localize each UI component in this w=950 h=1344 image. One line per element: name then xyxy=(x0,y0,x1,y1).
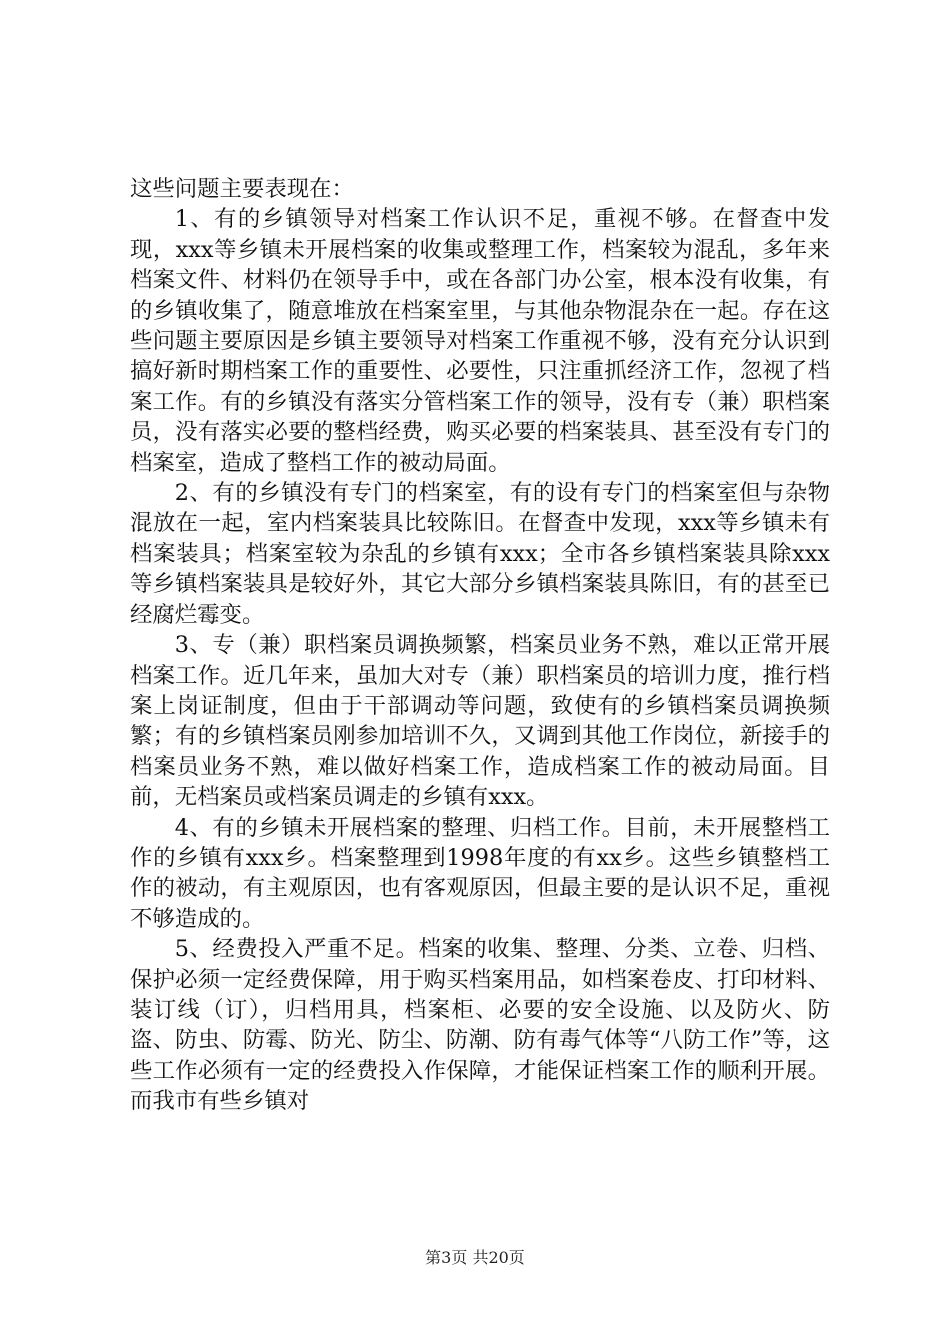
paragraph-1: 1、有的乡镇领导对档案工作认识不足，重视不够。在督查中发现，xxx等乡镇未开展档案的收集或整理工作，档案较为混乱，多年来档案文件、材料仍在领导手中，或在各部门办公室，根本没有收集，有的乡镇收集了，随意堆放在档案室里，与其他杂物混杂在一起。存在这些问题主要原因是乡镇主要领导对档案工作重视不够，没有充分认识到搞好新时期档案工作的重要性、必要性，只注重抓经济工作，忽视了档案工作。有的乡镇没有落实分管档案工作的领导，没有专（兼）职档案员，没有落实必要的整档经费，购买必要的档案装具、甚至没有专门的档案室，造成了整档工作的被动局面。 xyxy=(130,206,830,476)
page-footer: 第3页 共20页 xyxy=(425,1248,525,1267)
intro-line: 这些问题主要表现在： xyxy=(130,176,354,202)
paragraph-3: 3、专（兼）职档案员调换频繁，档案员业务不熟，难以正常开展档案工作。近几年来，虽加大对专（兼）职档案员的培训力度，推行档案上岗证制度，但由于干部调动等问题，致使有的乡镇档案员调换频繁；有的乡镇档案员刚参加培训不久，又调到其他工作岗位，新接手的档案员业务不熟，难以做好档案工作，造成档案工作的被动局面。目前，无档案员或档案员调走的乡镇有xxx。 xyxy=(130,632,830,811)
paragraph-4: 4、有的乡镇未开展档案的整理、归档工作。目前，未开展整档工作的乡镇有xxx乡。档案整理到1998年度的有xx乡。这些乡镇整档工作的被动，有主观原因，也有客观原因，但最主要的是认识不足，重视不够造成的。 xyxy=(130,814,830,932)
paragraph-5: 5、经费投入严重不足。档案的收集、整理、分类、立卷、归档、保护必须一定经费保障，用于购买档案用品，如档案卷皮、打印材料、装订线（订），归档用具，档案柜、必要的安全设施、以及防火、防盗、防虫、防霉、防光、防尘、防潮、防有毒气体等“八防工作”等，这些工作必须有一定的经费投入作保障，才能保证档案工作的顺利开展。而我市有些乡镇对 xyxy=(130,936,830,1115)
document-body xyxy=(130,174,830,1117)
paragraph-2: 2、有的乡镇没有专门的档案室，有的设有专门的档案室但与杂物混放在一起，室内档案装具比较陈旧。在督查中发现，xxx等乡镇未有档案装具；档案室较为杂乱的乡镇有xxx；全市各乡镇档案装具除xxx等乡镇档案装具是较好外，其它大部分乡镇档案装具陈旧，有的甚至已经腐烂霉变。 xyxy=(130,480,830,628)
